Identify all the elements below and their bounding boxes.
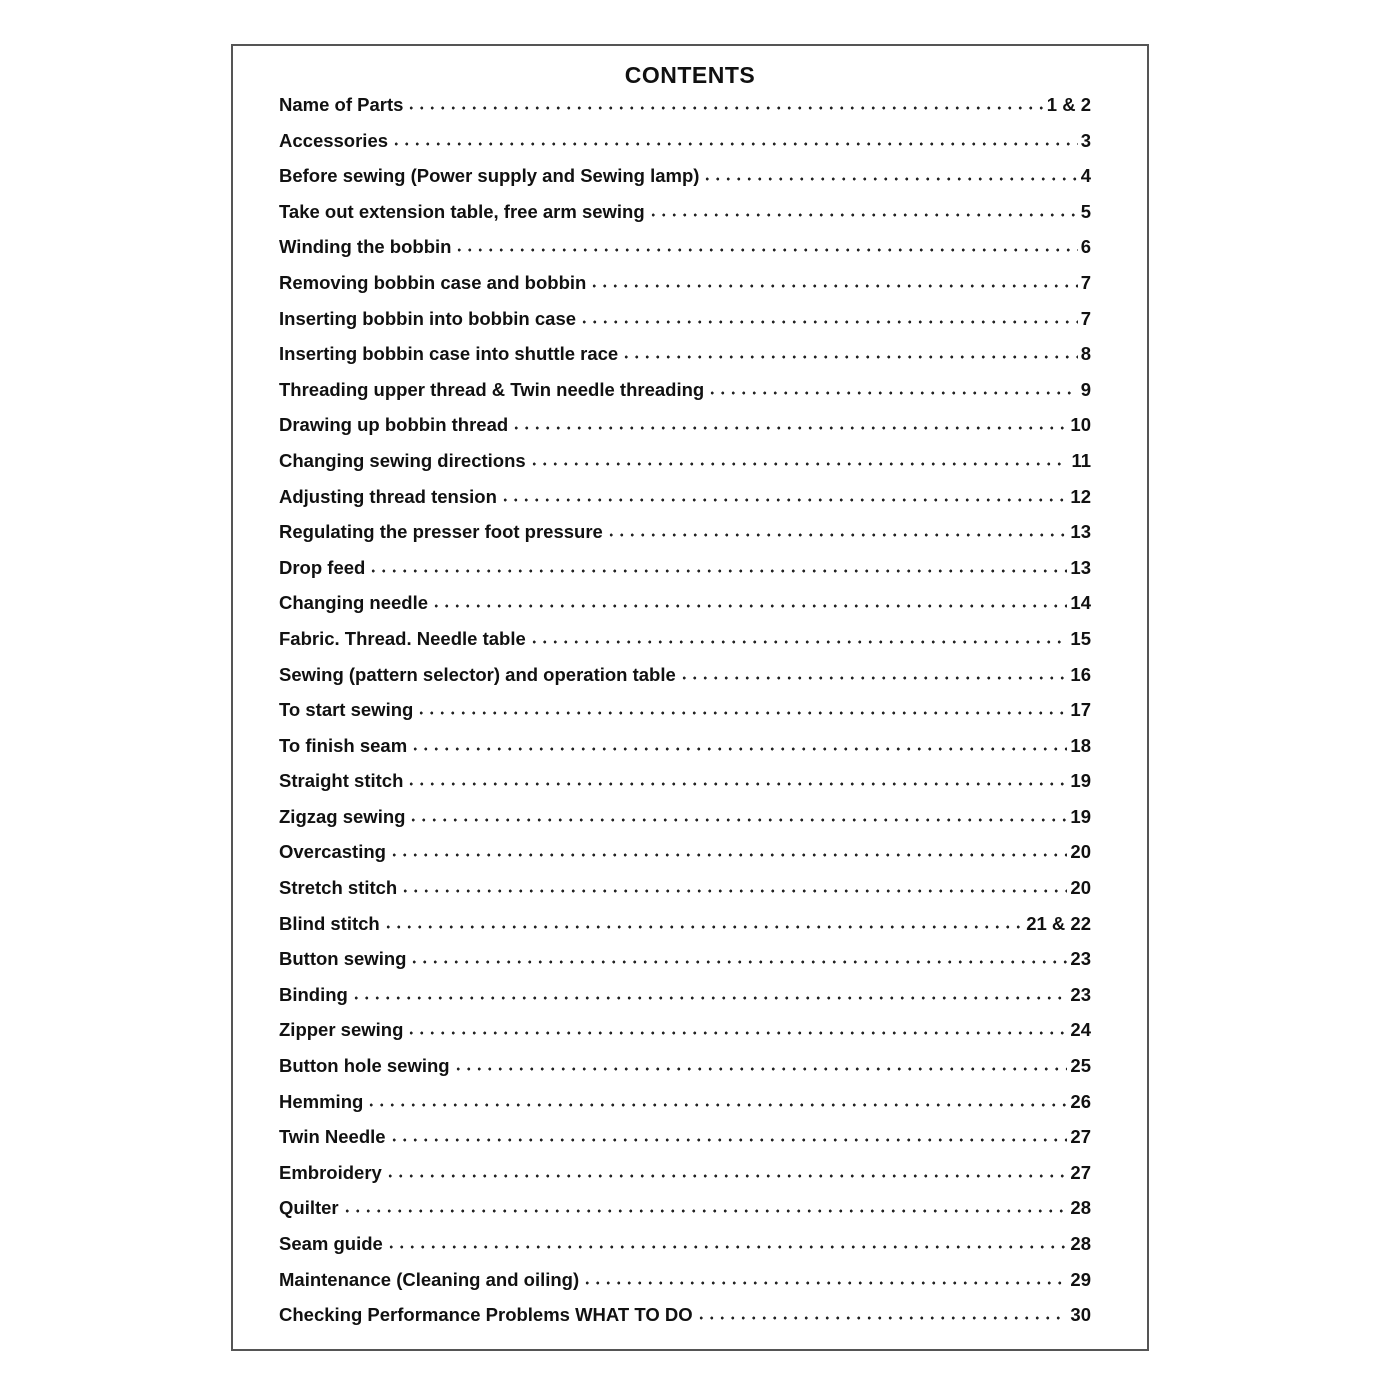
dot-leader <box>453 1067 1068 1071</box>
dot-leader <box>406 1031 1067 1035</box>
dot-leader <box>579 320 1078 324</box>
toc-entry-label: Inserting bobbin case into shuttle race <box>279 343 619 365</box>
toc-entry <box>279 557 1091 593</box>
toc-entry-label: Accessories <box>279 129 389 151</box>
dot-leader <box>391 142 1078 146</box>
toc-entry <box>279 130 1091 166</box>
toc-entry <box>279 984 1091 1020</box>
toc-entry <box>279 236 1091 272</box>
toc-entry-label: Stretch stitch <box>279 877 398 899</box>
toc-entry-page-number: 20 <box>1070 841 1091 863</box>
dot-leader <box>707 391 1078 395</box>
dot-leader <box>389 1138 1068 1142</box>
toc-entry-page-number: 26 <box>1070 1090 1091 1112</box>
toc-entry <box>279 877 1091 913</box>
dot-leader <box>679 676 1068 680</box>
toc-entry-page-number: 12 <box>1070 485 1091 507</box>
toc-entry-label: Sewing (pattern selector) and operation table <box>279 663 676 685</box>
toc-entry-page-number: 13 <box>1070 556 1091 578</box>
toc-entry <box>279 1091 1091 1127</box>
toc-entry-label: To finish seam <box>279 734 408 756</box>
toc-entry-page-number: 9 <box>1080 378 1091 400</box>
dot-leader <box>408 818 1067 822</box>
toc-entry-page-number: 1 & 2 <box>1046 94 1091 115</box>
dot-leader <box>342 1209 1068 1213</box>
toc-entry <box>279 770 1091 806</box>
toc-entry-page-number: 23 <box>1070 983 1091 1005</box>
dot-leader <box>454 248 1077 252</box>
toc-entry <box>279 1269 1091 1305</box>
toc-entry <box>279 913 1091 949</box>
toc-entry-label: Before sewing (Power supply and Sewing lamp) <box>279 165 700 187</box>
toc-entry-label: Binding <box>279 983 348 1005</box>
dot-leader <box>621 355 1077 359</box>
toc-entry <box>279 343 1091 379</box>
toc-entry-page-number: 19 <box>1070 770 1091 792</box>
dot-leader <box>389 853 1067 857</box>
dot-leader <box>366 1103 1067 1107</box>
dot-leader <box>582 1281 1067 1285</box>
toc-entry-label: Take out extension table, free arm sewing <box>279 200 645 222</box>
toc-entry <box>279 272 1091 308</box>
toc-entry-label: Winding the bobbin <box>279 236 452 258</box>
toc-entry-page-number: 28 <box>1070 1197 1091 1219</box>
toc-entry <box>279 308 1091 344</box>
dot-leader <box>511 426 1067 430</box>
toc-entry-label: Removing bobbin case and bobbin <box>279 271 587 293</box>
toc-entry-page-number: 21 & 22 <box>1026 912 1091 934</box>
toc-entry-label: Drawing up bobbin thread <box>279 414 509 436</box>
toc-entry-label: Zigzag sewing <box>279 805 406 827</box>
dot-leader <box>351 996 1068 1000</box>
dot-leader <box>606 533 1068 537</box>
toc-entry <box>279 664 1091 700</box>
toc-entry-page-number: 8 <box>1080 343 1091 365</box>
toc-entry-page-number: 14 <box>1070 592 1091 614</box>
toc-entry-label: Changing sewing directions <box>279 449 526 471</box>
contents-list <box>279 94 1091 1340</box>
dot-leader <box>409 960 1067 964</box>
dot-leader <box>386 1245 1068 1249</box>
toc-entry-label: Fabric. Thread. Needle table <box>279 627 526 649</box>
dot-leader <box>406 782 1067 786</box>
dot-leader <box>648 213 1078 217</box>
toc-entry-page-number: 15 <box>1070 627 1091 649</box>
toc-entry <box>279 414 1091 450</box>
toc-entry <box>279 735 1091 771</box>
toc-entry-page-number: 25 <box>1070 1055 1091 1077</box>
dot-leader <box>702 177 1077 181</box>
dot-leader <box>383 925 1023 929</box>
toc-entry <box>279 450 1091 486</box>
dot-leader <box>431 604 1067 608</box>
toc-entry-label: Inserting bobbin into bobbin case <box>279 307 577 329</box>
toc-entry-page-number: 27 <box>1070 1126 1091 1148</box>
toc-entry <box>279 1019 1091 1055</box>
toc-entry-label: Regulating the presser foot pressure <box>279 521 603 543</box>
toc-entry-label: Blind stitch <box>279 912 380 934</box>
toc-entry-page-number: 6 <box>1080 236 1091 258</box>
toc-entry-label: Overcasting <box>279 841 386 863</box>
toc-entry <box>279 1055 1091 1091</box>
dot-leader <box>410 747 1067 751</box>
toc-entry <box>279 1162 1091 1198</box>
toc-entry-label: Hemming <box>279 1090 364 1112</box>
dot-leader <box>368 569 1067 573</box>
dot-leader <box>696 1316 1068 1320</box>
toc-entry-page-number: 10 <box>1070 414 1091 436</box>
toc-entry-page-number: 24 <box>1070 1019 1091 1041</box>
toc-entry-page-number: 7 <box>1080 271 1091 293</box>
toc-entry <box>279 94 1091 130</box>
toc-entry-page-number: 4 <box>1080 165 1091 187</box>
toc-entry-page-number: 19 <box>1070 805 1091 827</box>
dot-leader <box>529 462 1069 466</box>
toc-entry-label: Threading upper thread & Twin needle threading <box>279 378 705 400</box>
toc-entry <box>279 1304 1091 1340</box>
toc-entry-page-number: 18 <box>1070 734 1091 756</box>
toc-entry <box>279 592 1091 628</box>
toc-entry <box>279 521 1091 557</box>
toc-entry <box>279 201 1091 237</box>
toc-entry <box>279 1197 1091 1233</box>
toc-entry-page-number: 7 <box>1080 307 1091 329</box>
toc-entry-label: Straight stitch <box>279 770 404 792</box>
toc-entry-page-number: 5 <box>1080 200 1091 222</box>
dot-leader <box>529 640 1068 644</box>
toc-entry-label: Changing needle <box>279 592 429 614</box>
toc-entry-label: To start sewing <box>279 699 414 721</box>
toc-entry-page-number: 20 <box>1070 877 1091 899</box>
toc-entry <box>279 165 1091 201</box>
toc-entry-page-number: 13 <box>1070 521 1091 543</box>
toc-entry-page-number: 28 <box>1070 1233 1091 1254</box>
toc-entry <box>279 486 1091 522</box>
toc-entry-label: Name of Parts <box>279 94 404 115</box>
dot-leader <box>400 889 1067 893</box>
toc-entry-label: Button sewing <box>279 948 407 970</box>
toc-entry <box>279 628 1091 664</box>
toc-entry-label: Checking Performance Problems WHAT TO DO <box>279 1304 693 1326</box>
dot-leader <box>500 498 1068 502</box>
toc-entry-page-number: 30 <box>1070 1304 1091 1326</box>
toc-entry <box>279 379 1091 415</box>
toc-entry <box>279 699 1091 735</box>
dot-leader <box>385 1174 1068 1178</box>
toc-entry-page-number: 17 <box>1070 699 1091 721</box>
dot-leader <box>416 711 1067 715</box>
toc-entry-label: Maintenance (Cleaning and oiling) <box>279 1268 580 1290</box>
toc-entry <box>279 806 1091 842</box>
toc-entry-page-number: 3 <box>1080 129 1091 151</box>
toc-entry-page-number: 16 <box>1070 663 1091 685</box>
toc-entry-label: Embroidery <box>279 1161 382 1183</box>
toc-entry-label: Button hole sewing <box>279 1055 450 1077</box>
dot-leader <box>406 106 1043 110</box>
dot-leader <box>589 284 1077 288</box>
toc-entry-label: Quilter <box>279 1197 339 1219</box>
toc-entry-label: Adjusting thread tension <box>279 485 497 507</box>
page-title: CONTENTS <box>624 62 756 88</box>
toc-entry-label: Drop feed <box>279 556 366 578</box>
toc-entry <box>279 841 1091 877</box>
toc-entry-page-number: 29 <box>1070 1268 1091 1290</box>
toc-entry-page-number: 27 <box>1070 1161 1091 1183</box>
toc-entry <box>279 948 1091 984</box>
toc-entry-page-number: 11 <box>1071 449 1091 471</box>
toc-entry-label: Zipper sewing <box>279 1019 404 1041</box>
toc-entry-label: Seam guide <box>279 1233 383 1254</box>
toc-entry-page-number: 23 <box>1070 948 1091 970</box>
toc-entry-label: Twin Needle <box>279 1126 386 1148</box>
toc-entry <box>279 1233 1091 1269</box>
document-page <box>231 44 1149 1351</box>
toc-entry <box>279 1126 1091 1162</box>
